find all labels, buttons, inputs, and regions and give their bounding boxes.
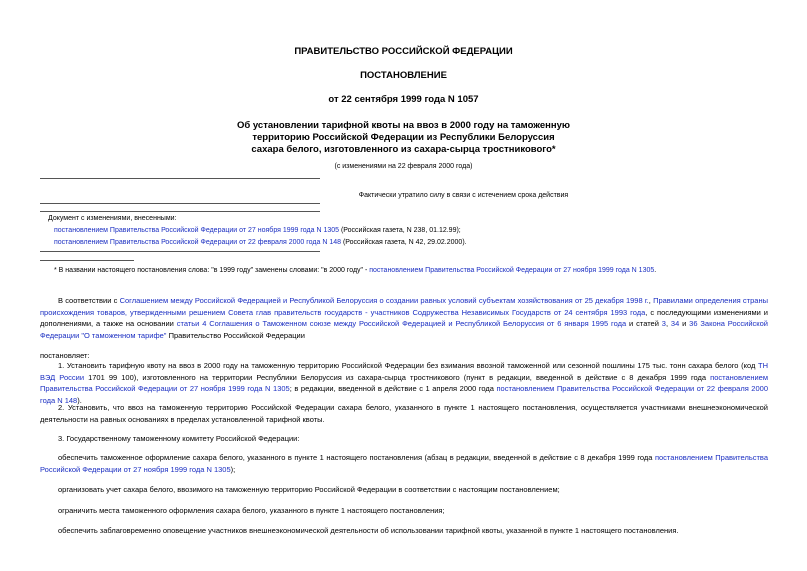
item-3-heading: 3. Государственному таможенному комитету Российской Федерации: xyxy=(58,434,300,443)
footnote-text: * В названии настоящего постановления слова: "в 1999 году" заменены словами: "в 2000 году" - xyxy=(54,267,370,274)
origin-rules-link[interactable]: Правилами определения страны происхождения товаров, утвержденными решением Совета глав правительств государств - участников Содружества Независимых Государств от 24 сентября 1993 года xyxy=(40,296,768,317)
item-text: обеспечить таможенное оформление сахара белого, указанного в пункте 1 настоящего постановления (абзац в редакции, введенной в действие с 8 декабря 1999 года xyxy=(58,453,655,462)
preamble-paragraph xyxy=(40,295,768,341)
footnote-link[interactable]: постановлением Правительства Российской Федерации от 27 ноября 1999 года N 1305 xyxy=(369,267,655,274)
separator-line xyxy=(40,203,320,204)
amendment-link[interactable]: постановлением Правительства Российской Федерации от 27 ноября 1999 года N 1305 xyxy=(40,372,768,393)
preamble-text: , xyxy=(665,319,671,328)
preamble-text: , с последующими изменениями и дополнениями, а также на основании xyxy=(40,307,769,328)
item-3-sub-3: ограничить места таможенного оформления сахара белого, указанного в пункте 1 настоящего постановления; xyxy=(58,506,445,515)
title-line: Об установлении тарифной квоты на ввоз в 2000 году на таможенную xyxy=(236,120,571,131)
item-3-sub-1 xyxy=(40,452,768,475)
document-type: ПОСТАНОВЛЕНИЕ xyxy=(360,70,447,81)
footnote xyxy=(54,265,774,276)
preamble-text: Правительство Российской Федерации xyxy=(166,330,305,340)
amendment-link[interactable]: постановлением Правительства Российской Федерации от 22 февраля 2000 года N 148 xyxy=(40,384,768,405)
item-3-sub-2: организовать учет сахара белого, ввозимого на таможенную территорию Российской Федерации в соответствии с настоящим постановлением; xyxy=(58,485,560,494)
customs-union-link[interactable]: статьи 4 Соглашения о Таможенном союзе между Российской Федерацией и Республикой Белоруссия от 6 января 1995 года xyxy=(176,319,627,328)
item-text: ; в редакции, введенной в действие с 1 апреля 2000 года xyxy=(289,384,497,393)
item-text: ); xyxy=(230,464,236,474)
amending-doc-item xyxy=(54,225,774,236)
item-2: 2. Установить, что ввоз на таможенную территорию Российской Федерации сахара белого, указанного в пункте 1 настоящего постановления, осуществляется участниками внешнеэкономической деятельности на равных основаниях в пределах установленной тарифной квоты. xyxy=(40,403,768,424)
amending-doc-link[interactable]: постановлением Правительства Российской Федерации от 27 ноября 1999 года N 1305 xyxy=(54,227,340,234)
preamble-text: и xyxy=(679,319,690,328)
amending-doc-link[interactable]: постановлением Правительства Российской Федерации от 22 февраля 2000 года N 148 xyxy=(54,239,341,246)
amending-doc-source: (Российская газета, N 42, 29.02.2000). xyxy=(341,239,467,246)
government-name: ПРАВИТЕЛЬСТВО РОССИЙСКОЙ ФЕДЕРАЦИИ xyxy=(294,46,513,57)
tn-ved-link[interactable]: ТН ВЭД России xyxy=(40,361,768,382)
amending-doc-source: (Российская газета, N 238, 01.12.99); xyxy=(339,227,461,234)
title-line: сахара белого, изготовленного из сахара-сырца тростникового* xyxy=(251,144,556,155)
law-article-link[interactable]: 3 xyxy=(661,319,666,328)
agreement-link[interactable]: Соглашением между Российской Федерацией и Республикой Белоруссия о создании равных условий субъектам хозяйствования от 25 декабря 1998 г. xyxy=(119,296,649,305)
item-text: 1701 99 100), изготовленного на территории Республики Белоруссия из сахара-сырца тростникового (пункт в редакции, введенной в действие с 8 декабря 1999 года xyxy=(84,372,711,382)
item-3-sub-4: обеспечить заблаговременно оповещение участников внешнеэкономической деятельности об использовании тарифной квоты, указанной в пункте 1 настоящего постановления. xyxy=(58,526,679,535)
preamble-text: и статей xyxy=(626,319,662,328)
preamble-text: В соответствии с xyxy=(58,296,120,305)
amending-docs-heading: Документ с изменениями, внесенными: xyxy=(48,215,177,222)
item-1 xyxy=(40,360,768,406)
separator-line xyxy=(40,251,320,252)
footnote-separator xyxy=(40,260,134,261)
decrees-word: постановляет: xyxy=(40,351,90,360)
title-line: территорию Российской Федерации из Республики Белоруссия xyxy=(252,132,555,143)
document-date-number: от 22 сентября 1999 года N 1057 xyxy=(328,94,479,105)
separator-line xyxy=(40,178,320,179)
amendments-note: (с изменениями на 22 февраля 2000 года) xyxy=(334,163,473,170)
separator-line xyxy=(40,211,320,212)
item-text: 1. Установить тарифную квоту на ввоз в 2000 году на таможенную территорию Российской Федерации без взимания ввозной таможенной или сезонной пошлины 175 тыс. тонн сахара белого (код xyxy=(58,361,758,370)
law-article-link[interactable]: 34 xyxy=(670,319,680,328)
amendment-link[interactable]: постановлением Правительства Российской Федерации от 27 ноября 1999 года N 1305 xyxy=(40,453,768,474)
footnote-end: . xyxy=(654,267,657,274)
status-note: Фактически утратило силу в связи с истечением срока действия xyxy=(358,192,569,199)
amending-doc-item xyxy=(54,237,774,248)
item-text: ). xyxy=(77,395,82,405)
customs-tariff-law-link[interactable]: 36 Закона Российской Федерации "О таможенном тарифе" xyxy=(40,319,768,340)
preamble-text: , xyxy=(648,296,654,305)
